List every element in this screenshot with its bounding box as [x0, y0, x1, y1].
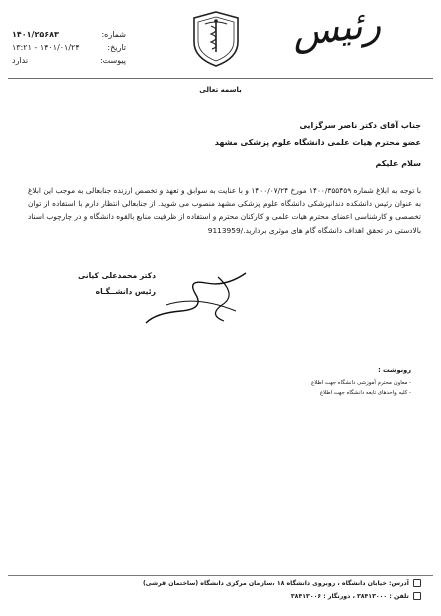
letter-attachment-row — [12, 54, 126, 67]
copy-recipient: - معاون محترم آموزشی دانشگاه جهت اطلاع — [311, 380, 411, 386]
letter-number-row — [12, 28, 126, 41]
location-icon — [413, 579, 421, 587]
phone-icon — [413, 592, 421, 600]
letterhead-title: رئیس — [290, 1, 384, 55]
letter-number-label: شماره: — [101, 30, 126, 39]
letter-attachment-value: ندارد — [12, 56, 29, 65]
signer-role: رئیس دانشــگـاه — [95, 287, 156, 296]
letter-body: با توجه به ابلاغ شماره ۱۴۰۰/۳۵۵۴۵۹ مورخ ۱۴۰۰/۰۷/۲۴ و با عنایت به سوابق و تعهد و تخصص ارزنده جنابعالی به موجب این ابلاغ به عنوان رئیس دانشکده دندانپزشکی دانشگاه علوم پزشکی مشهد منصوب می شوید. از جنابعالی انتظار دارم با استفاده از توان تخصصی و کارشناسی اعضای محترم هیات علمی و کارکنان محترم و استفاده از ظرفیت منابع بالقوه دانشگاه و در چارچوب اسناد بالادستی در تحقق اهداف دانشگاه گام های موثری بردارید./9113959 — [28, 186, 421, 235]
letter-date-value: ۱۴۰۱/۰۱/۲۴ - ۱۳:۲۱ — [12, 43, 80, 52]
copies-heading: رونوشت : — [378, 366, 411, 374]
addressee-block — [215, 117, 421, 151]
copies-list — [311, 378, 411, 398]
header-divider — [8, 78, 433, 79]
footer-address — [143, 579, 421, 587]
footer-divider — [8, 575, 433, 576]
university-seal-icon — [190, 10, 242, 68]
addressee-name: جناب آقای دکتر ناصر سرگزایی — [299, 121, 421, 130]
letter-attachment-label: پیوست: — [99, 56, 126, 65]
footer-contact — [291, 592, 421, 600]
footer-contact-text: تلفن : ۳۸۴۱۳۰۰۰ ، دورنگار : ۳۸۴۱۳۰۰۶ — [290, 593, 409, 600]
footer-address-text: آدرس: خیابان دانشگاه ، روبروی دانشگاه ۱۸ ،سازمان مرکزی دانشگاه (ساختمان قرشی) — [142, 580, 409, 587]
letter-date-label: تاریخ: — [107, 43, 126, 52]
copy-recipient: - کلیه واحدهای تابعه دانشگاه جهت اطلاع — [319, 390, 411, 396]
addressee-title: عضو محترم هیات علمی دانشگاه علوم پزشکی مشهد — [214, 138, 421, 147]
letter-meta — [12, 28, 126, 67]
letter-date-row — [12, 41, 126, 54]
greeting: سلام علیکم — [375, 159, 421, 168]
signer-name: دکتر محمدعلی کیانی — [78, 271, 156, 280]
signer-block — [78, 268, 156, 300]
invocation-text: باسمه تعالی — [199, 86, 242, 94]
letter-number-value: ۱۴۰۱/۲۵۶۸۳ — [12, 30, 59, 39]
